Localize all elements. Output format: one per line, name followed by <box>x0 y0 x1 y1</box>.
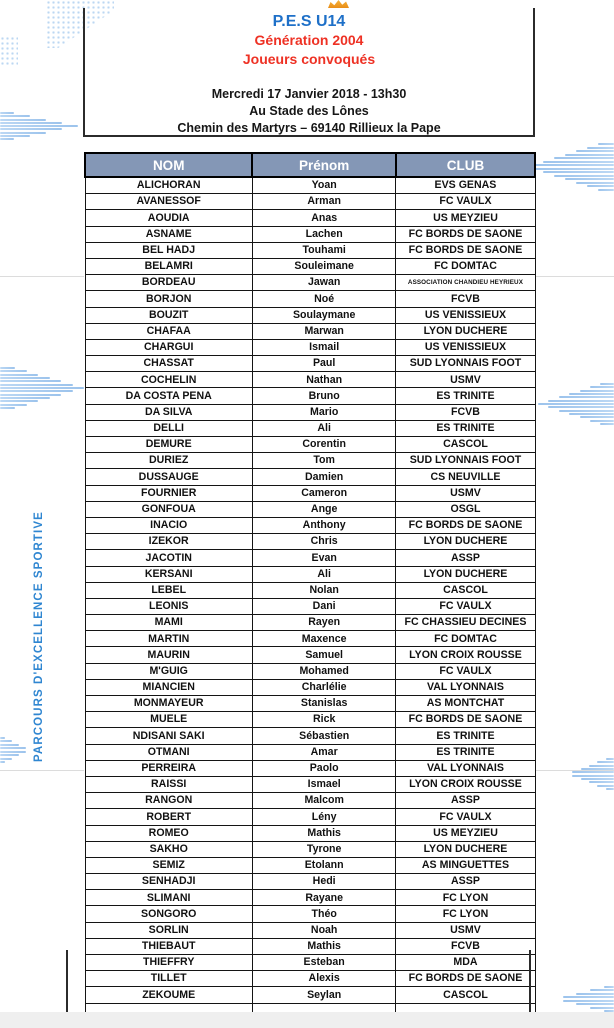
table-row <box>85 534 535 550</box>
table-cell: LEONIS <box>85 598 252 614</box>
table-cell: Yoan <box>252 177 396 194</box>
table-cell: COCHELIN <box>85 372 252 388</box>
table-cell: FC LYON <box>396 890 535 906</box>
table-cell: Nathan <box>252 372 396 388</box>
table-cell: BEL HADJ <box>85 242 252 258</box>
table-cell: BOUZIT <box>85 307 252 323</box>
table-cell: MAMI <box>85 615 252 631</box>
date-line: Mercredi 17 Janvier 2018 - 13h30 <box>211 87 407 101</box>
table-cell: Samuel <box>252 647 396 663</box>
table-cell: FC LYON <box>396 906 535 922</box>
table-row <box>85 760 535 776</box>
table-cell: Mathis <box>252 825 396 841</box>
convocation-subtitle: Joueurs convoqués <box>242 51 376 67</box>
table-row <box>85 388 535 404</box>
table-row <box>85 177 535 194</box>
table-row <box>85 291 535 307</box>
table-cell: Malcom <box>252 793 396 809</box>
table-cell: SONGORO <box>85 906 252 922</box>
table-row <box>85 501 535 517</box>
table-cell: FOURNIER <box>85 485 252 501</box>
table-cell: Paul <box>252 356 396 372</box>
table-cell: Amar <box>252 744 396 760</box>
letterhead-frame <box>83 8 535 137</box>
table-cell: MAURIN <box>85 647 252 663</box>
table-cell: AOUDIA <box>85 210 252 226</box>
table-row <box>85 210 535 226</box>
table-cell: Seylan <box>252 987 396 1003</box>
pes-vertical-label: PARCOURS D'EXCELLENCE SPORTIVE <box>33 511 45 763</box>
table-cell: ROMEO <box>85 825 252 841</box>
table-cell: SUD LYONNAIS FOOT <box>396 356 535 372</box>
table-cell: Dani <box>252 598 396 614</box>
table-row <box>85 679 535 695</box>
table-cell: RAISSI <box>85 776 252 792</box>
table-row <box>85 744 535 760</box>
table-cell: EVS GENAS <box>396 177 535 194</box>
table-row <box>85 339 535 355</box>
page-title: P.E.S U14 <box>272 13 346 30</box>
table-cell: ES TRINITE <box>396 744 535 760</box>
table-row <box>85 356 535 372</box>
table-row <box>85 647 535 663</box>
table-cell: CS NEUVILLE <box>396 469 535 485</box>
table-cell: USMV <box>396 485 535 501</box>
table-cell: ES TRINITE <box>396 420 535 436</box>
generation-subtitle: Génération 2004 <box>254 32 364 48</box>
table-row <box>85 420 535 436</box>
table-row <box>85 922 535 938</box>
table-cell: Stanislas <box>252 696 396 712</box>
table-cell: BORDEAU <box>85 275 252 291</box>
table-cell: CASCOL <box>396 987 535 1003</box>
table-cell: ASSP <box>396 550 535 566</box>
table-cell: KERSANI <box>85 566 252 582</box>
table-cell: Rick <box>252 712 396 728</box>
table-cell: Noé <box>252 291 396 307</box>
table-cell: CHARGUI <box>85 339 252 355</box>
table-cell: FC BORDS DE SAONE <box>396 226 535 242</box>
table-cell: LEBEL <box>85 582 252 598</box>
table-cell: OSGL <box>396 501 535 517</box>
table-cell: Etolann <box>252 857 396 873</box>
table-cell: Anthony <box>252 517 396 533</box>
table-cell: Noah <box>252 922 396 938</box>
table-row <box>85 857 535 873</box>
table-cell: Théo <box>252 906 396 922</box>
table-cell: GONFOUA <box>85 501 252 517</box>
table-cell: Ismail <box>252 339 396 355</box>
table-cell: FC BORDS DE SAONE <box>396 517 535 533</box>
table-cell: SAKHO <box>85 841 252 857</box>
table-cell: Charlélie <box>252 679 396 695</box>
table-cell: SLIMANI <box>85 890 252 906</box>
table-cell: AS MINGUETTES <box>396 857 535 873</box>
table-row <box>85 582 535 598</box>
stripe-flag-decoration <box>556 986 614 1012</box>
table-cell: Rayen <box>252 615 396 631</box>
table-cell: ES TRINITE <box>396 388 535 404</box>
table-cell: Hedi <box>252 874 396 890</box>
table-cell: ASSP <box>396 874 535 890</box>
table-cell: SORLIN <box>85 922 252 938</box>
table-cell: RANGON <box>85 793 252 809</box>
table-cell: BORJON <box>85 291 252 307</box>
table-cell: ES TRINITE <box>396 728 535 744</box>
table-cell: CHAFAA <box>85 323 252 339</box>
table-cell: Tyrone <box>252 841 396 857</box>
stripe-flag-decoration <box>0 367 84 409</box>
table-row <box>85 793 535 809</box>
table-row <box>85 955 535 971</box>
table-cell: FC VAULX <box>396 809 535 825</box>
table-row <box>85 566 535 582</box>
stripe-flag-decoration <box>0 112 78 140</box>
table-cell: CASCOL <box>396 437 535 453</box>
table-cell: DUSSAUGE <box>85 469 252 485</box>
table-cell: Chris <box>252 534 396 550</box>
table-cell: LYON DUCHERE <box>396 534 535 550</box>
table-row <box>85 712 535 728</box>
viewport-bottom-band <box>0 1012 614 1028</box>
table-cell: Marwan <box>252 323 396 339</box>
table-row <box>85 938 535 954</box>
table-cell: FCVB <box>396 404 535 420</box>
table-cell: US VENISSIEUX <box>396 307 535 323</box>
table-cell: SENHADJI <box>85 874 252 890</box>
table-row <box>85 615 535 631</box>
table-cell: Soulaymane <box>252 307 396 323</box>
table-cell: Tom <box>252 453 396 469</box>
table-cell: Arman <box>252 194 396 210</box>
table-row <box>85 971 535 987</box>
table-cell: Mathis <box>252 938 396 954</box>
table-cell: DA COSTA PENA <box>85 388 252 404</box>
table-cell: FC VAULX <box>396 663 535 679</box>
halftone-dots-small-decoration <box>0 36 18 66</box>
table-cell: LYON CROIX ROUSSE <box>396 647 535 663</box>
table-cell: Alexis <box>252 971 396 987</box>
table-row <box>85 598 535 614</box>
table-cell: Anas <box>252 210 396 226</box>
column-header-nom: NOM <box>85 153 252 177</box>
table-cell: Maxence <box>252 631 396 647</box>
stripe-flag-decoration <box>526 143 614 191</box>
table-cell: Nolan <box>252 582 396 598</box>
table-row <box>85 323 535 339</box>
table-cell: Ange <box>252 501 396 517</box>
table-row <box>85 776 535 792</box>
table-cell: SEMIZ <box>85 857 252 873</box>
table-row <box>85 453 535 469</box>
table-cell: Touhami <box>252 242 396 258</box>
table-cell: Evan <box>252 550 396 566</box>
table-cell: LYON DUCHERE <box>396 323 535 339</box>
table-row <box>85 372 535 388</box>
table-cell: Ismael <box>252 776 396 792</box>
table-cell: DA SILVA <box>85 404 252 420</box>
table-cell: Jawan <box>252 275 396 291</box>
table-cell: FC DOMTAC <box>396 258 535 274</box>
address-line: Chemin des Martyrs – 69140 Rillieux la Pape <box>177 121 441 135</box>
table-cell: DELLI <box>85 420 252 436</box>
table-row <box>85 258 535 274</box>
table-cell: VAL LYONNAIS <box>396 679 535 695</box>
table-cell: MDA <box>396 955 535 971</box>
table-cell: US MEYZIEU <box>396 825 535 841</box>
table-cell: FC VAULX <box>396 598 535 614</box>
table-cell: ASSOCIATION CHANDIEU HEYRIEUX <box>396 275 535 291</box>
table-cell: PERREIRA <box>85 760 252 776</box>
table-row <box>85 728 535 744</box>
table-cell: MARTIN <box>85 631 252 647</box>
table-cell: THIEFFRY <box>85 955 252 971</box>
table-cell: LYON DUCHERE <box>396 566 535 582</box>
table-cell: FCVB <box>396 938 535 954</box>
table-cell: INACIO <box>85 517 252 533</box>
table-cell: Mario <box>252 404 396 420</box>
table-cell: LYON CROIX ROUSSE <box>396 776 535 792</box>
table-cell: DURIEZ <box>85 453 252 469</box>
table-cell: VAL LYONNAIS <box>396 760 535 776</box>
table-cell: FC BORDS DE SAONE <box>396 242 535 258</box>
table-cell: ASSP <box>396 793 535 809</box>
table-cell: Lachen <box>252 226 396 242</box>
table-cell: USMV <box>396 922 535 938</box>
table-cell: Paolo <box>252 760 396 776</box>
table-cell: MUELE <box>85 712 252 728</box>
table-row <box>85 987 535 1003</box>
table-row <box>85 906 535 922</box>
table-cell: MIANCIEN <box>85 679 252 695</box>
stripe-flag-decoration <box>0 737 30 763</box>
table-cell: Mohamed <box>252 663 396 679</box>
table-cell: CASCOL <box>396 582 535 598</box>
table-cell: OTMANI <box>85 744 252 760</box>
table-row <box>85 631 535 647</box>
table-cell: Sébastien <box>252 728 396 744</box>
table-row <box>85 404 535 420</box>
table-cell: FC DOMTAC <box>396 631 535 647</box>
table-body <box>85 177 535 1028</box>
table-row <box>85 437 535 453</box>
table-cell: Corentin <box>252 437 396 453</box>
table-cell: CHASSAT <box>85 356 252 372</box>
table-cell: Cameron <box>252 485 396 501</box>
table-row <box>85 841 535 857</box>
table-cell: ZEKOUME <box>85 987 252 1003</box>
table-cell: ASNAME <box>85 226 252 242</box>
table-cell: FC BORDS DE SAONE <box>396 971 535 987</box>
club-logo-partial-icon <box>328 0 349 8</box>
table-cell: BELAMRI <box>85 258 252 274</box>
table-row <box>85 275 535 291</box>
table-cell: MONMAYEUR <box>85 696 252 712</box>
players-table <box>84 152 536 1028</box>
table-row <box>85 307 535 323</box>
table-cell: US VENISSIEUX <box>396 339 535 355</box>
table-row <box>85 242 535 258</box>
table-cell: AVANESSOF <box>85 194 252 210</box>
table-cell: TILLET <box>85 971 252 987</box>
table-row <box>85 809 535 825</box>
table-cell: SUD LYONNAIS FOOT <box>396 453 535 469</box>
table-cell: ROBERT <box>85 809 252 825</box>
column-header-prnom: Prénom <box>252 153 396 177</box>
table-cell: IZEKOR <box>85 534 252 550</box>
stripe-flag-decoration <box>538 383 614 425</box>
table-row <box>85 874 535 890</box>
table-row <box>85 663 535 679</box>
table-cell: FC CHASSIEU DECINES <box>396 615 535 631</box>
table-row <box>85 517 535 533</box>
table-row <box>85 194 535 210</box>
table-cell: AS MONTCHAT <box>396 696 535 712</box>
table-cell: US MEYZIEU <box>396 210 535 226</box>
table-cell: Rayane <box>252 890 396 906</box>
table-cell: Damien <box>252 469 396 485</box>
table-cell: JACOTIN <box>85 550 252 566</box>
table-cell: Souleimane <box>252 258 396 274</box>
table-cell: Esteban <box>252 955 396 971</box>
table-cell: LYON DUCHERE <box>396 841 535 857</box>
table-cell: FC VAULX <box>396 194 535 210</box>
table-row <box>85 825 535 841</box>
table-cell: M'GUIG <box>85 663 252 679</box>
table-cell: Bruno <box>252 388 396 404</box>
table-row <box>85 226 535 242</box>
table-row <box>85 890 535 906</box>
table-cell: THIEBAUT <box>85 938 252 954</box>
table-cell: ALICHORAN <box>85 177 252 194</box>
table-cell: DEMURE <box>85 437 252 453</box>
table-row <box>85 696 535 712</box>
players-table-container <box>84 152 536 1010</box>
table-cell: Ali <box>252 566 396 582</box>
table-header-row <box>85 153 535 177</box>
table-row <box>85 550 535 566</box>
stripe-flag-decoration <box>568 758 614 790</box>
table-cell: FCVB <box>396 291 535 307</box>
table-row <box>85 469 535 485</box>
column-header-club: CLUB <box>396 153 535 177</box>
table-row <box>85 485 535 501</box>
venue-line: Au Stade des Lônes <box>249 104 369 118</box>
table-cell: Lény <box>252 809 396 825</box>
table-cell: Ali <box>252 420 396 436</box>
table-cell: NDISANI SAKI <box>85 728 252 744</box>
table-cell: FC BORDS DE SAONE <box>396 712 535 728</box>
table-cell: USMV <box>396 372 535 388</box>
